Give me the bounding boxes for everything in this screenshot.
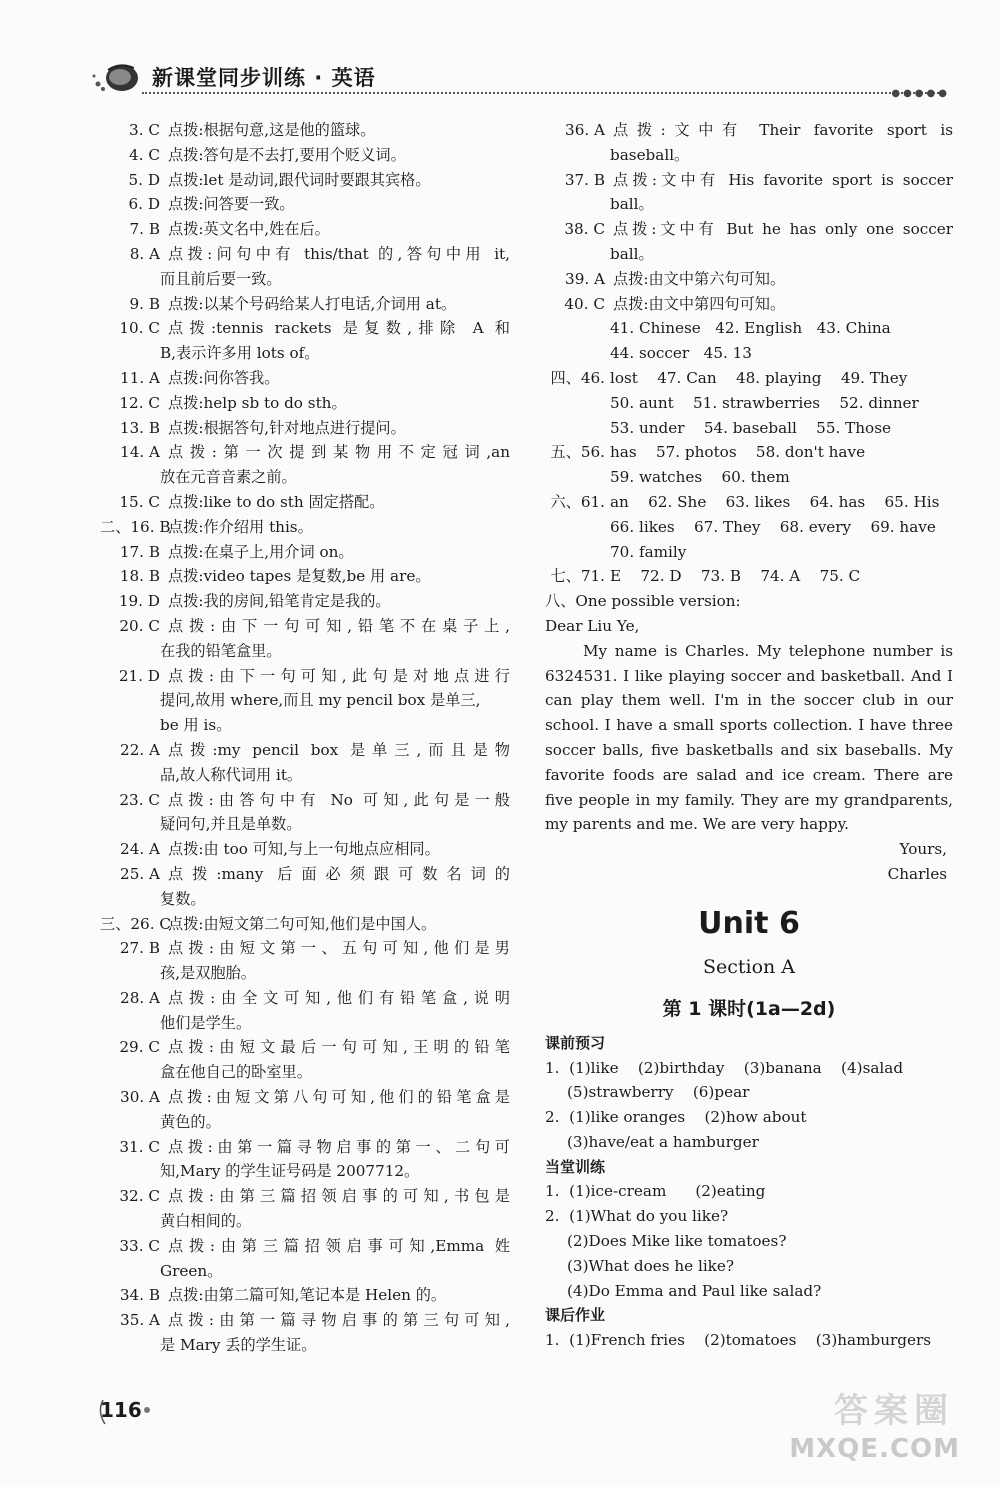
- unit-answer-row: 1. (1)ice-cream (2)eating: [545, 1182, 766, 1201]
- answer-item: [100, 837, 510, 862]
- answer-explanation: 点拨:由短文第八句可知,他们的铅笔盒是: [168, 1088, 510, 1107]
- unit-answer-row: 1. (1)like (2)birthday (3)banana (4)salad: [545, 1058, 904, 1077]
- answer-number: 38. C: [564, 220, 605, 239]
- answer-continuation: 而且前后要一致。: [160, 269, 282, 288]
- answer-number: 15. C: [119, 492, 160, 511]
- answer-continuation: ball。: [610, 244, 654, 263]
- answer-number: 28. A: [120, 988, 160, 1007]
- answer-item: [100, 738, 510, 763]
- unit-answer-list: [545, 1031, 953, 1353]
- answer-explanation: 点拨:let 是动词,跟代词时要跟其宾格。: [168, 170, 431, 189]
- answer-number: 36. A: [565, 121, 605, 139]
- unit-answer-row: 2. (1)What do you like?: [545, 1207, 729, 1226]
- page-number: 116: [100, 1398, 142, 1422]
- answer-item: [100, 1135, 510, 1160]
- answer-item: [545, 118, 953, 143]
- subsection-heading: 课前预习: [545, 1033, 606, 1052]
- watermark-url: MXQE.COM: [789, 1434, 960, 1464]
- answer-continuation: 疑问句,并且是单数。: [160, 815, 302, 834]
- answer-explanation: 点拨:我的房间,铅笔肯定是我的。: [168, 592, 391, 611]
- answer-continuation: 黄色的。: [160, 1112, 221, 1131]
- essay-closing: Yours,: [899, 840, 947, 859]
- answer-values: 66. likes 67. They 68. every 69. have: [610, 517, 936, 536]
- answer-item: [100, 292, 510, 317]
- answer-explanation: 点拨:由第三篇招领启事可知,Emma 姓: [168, 1236, 510, 1255]
- answer-continuation: 复数。: [160, 889, 206, 908]
- answer-number: 23. C: [119, 790, 160, 809]
- answer-number: 24. A: [120, 840, 160, 859]
- answer-values: an 62. She 63. likes 64. has 65. His: [610, 492, 940, 511]
- answer-explanation: 点拨:文中有 His favorite sport is soccer: [613, 170, 953, 189]
- answer-continuation: 黄白相间的。: [160, 1212, 252, 1231]
- answer-continuation: 他们是学生。: [160, 1013, 252, 1032]
- answer-values: 50. aunt 51. strawberries 52. dinner: [610, 393, 919, 412]
- answer-explanation: 点拨:由答句中有 No 可知,此句是一般: [168, 790, 510, 809]
- answer-number: 13. B: [119, 418, 160, 437]
- essay-signature: Charles: [887, 864, 947, 883]
- answer-item: [100, 366, 510, 391]
- answer-values: E 72. D 73. B 74. A 75. C: [610, 567, 861, 586]
- section-title: Section A: [702, 955, 796, 978]
- answer-number: 10. C: [119, 319, 160, 338]
- answer-item: [100, 143, 510, 168]
- unit-title: Unit 6: [698, 905, 800, 941]
- page-header: [90, 58, 950, 98]
- answer-number: 七、71.: [550, 567, 605, 586]
- answer-explanation: 点拨:以某个号码给某人打电话,介词用 at。: [168, 294, 457, 313]
- subsection-heading: 当堂训练: [545, 1157, 606, 1176]
- answer-values: 59. watches 60. them: [610, 468, 790, 487]
- answer-item: [100, 316, 510, 341]
- answer-row: [545, 490, 953, 515]
- answer-item: [100, 1184, 510, 1209]
- answer-item: [100, 862, 510, 887]
- answer-number: 二、16. B: [100, 517, 171, 536]
- answer-number: 33. C: [119, 1236, 160, 1255]
- answer-continuation: ball。: [610, 195, 654, 214]
- answer-explanation: 点拨:由短文第二句可知,他们是中国人。: [168, 914, 437, 933]
- answer-continuation: 盒在他自己的卧室里。: [160, 1063, 312, 1082]
- answer-continuation: be 用 is。: [160, 716, 232, 735]
- answer-number: 37. B: [564, 170, 605, 189]
- answer-explanation: 点拨:由全文可知,他们有铅笔盒,说明: [168, 988, 510, 1007]
- answer-explanation: 点拨:根据答句,针对地点进行提问。: [168, 418, 406, 437]
- answer-item: [100, 217, 510, 242]
- subsection-heading: 课后作业: [545, 1306, 606, 1325]
- answer-number: 17. B: [119, 542, 160, 561]
- answer-explanation: 点拨:根据句意,这是他的篮球。: [168, 121, 376, 139]
- answer-continuation: 提问,故用 where,而且 my pencil box 是单三,: [160, 691, 481, 710]
- answer-explanation: 点拨:由第一篇寻物启事的第一、二句可: [168, 1137, 510, 1156]
- answer-number: 7. B: [129, 220, 160, 239]
- header-dots: ●●●●●: [891, 88, 950, 99]
- answer-row: [545, 540, 953, 565]
- answer-number: 27. B: [119, 939, 160, 958]
- answer-continuation: 放在元音音素之前。: [160, 468, 297, 487]
- answer-explanation: 点拨:help sb to do sth。: [168, 393, 347, 412]
- answer-number: 三、26. C: [100, 914, 171, 933]
- answer-row: [545, 341, 953, 366]
- answer-explanation: 点拨:文中有 But he has only one soccer: [613, 220, 953, 239]
- answer-explanation: 点拨:my pencil box 是单三,而且是物: [168, 740, 510, 759]
- unit-answer-row: (3)What does he like?: [567, 1256, 735, 1275]
- answer-explanation: 点拨:like to do sth 固定搭配。: [168, 492, 385, 511]
- answer-number: 30. A: [120, 1088, 160, 1107]
- answer-item: [100, 1234, 510, 1259]
- essay-greeting: Dear Liu Ye,: [545, 616, 640, 635]
- answer-item: [100, 936, 510, 961]
- answer-item: [100, 788, 510, 813]
- answer-item: [100, 664, 510, 689]
- unit-answer-row: (5)strawberry (6)pear: [567, 1083, 750, 1102]
- header-title: 新课堂同步训练 · 英语: [152, 66, 376, 90]
- answer-number: 40. C: [564, 294, 605, 313]
- answer-item: [100, 912, 510, 937]
- answer-explanation: 点拨:由下一句可知,铅笔不在桌子上,: [168, 616, 510, 635]
- answer-explanation: 点拨:问你答我。: [168, 368, 280, 387]
- answer-explanation: 点拨:tennis rackets 是复数,排除 A 和: [168, 319, 510, 338]
- answer-continuation: 知,Mary 的学生证号码是 2007712。: [160, 1162, 420, 1181]
- answer-item: [100, 242, 510, 267]
- answer-explanation: 点拨:由短文最后一句可知,王明的铅笔: [168, 1038, 510, 1057]
- answer-number: 34. B: [119, 1286, 160, 1305]
- answer-number: 39. A: [565, 269, 605, 288]
- answer-number: 21. D: [118, 666, 160, 685]
- essay-body: My name is Charles. My telephone number is 6324531. I like playing soccer and basketball. And I can play them well. I'm in the soccer club in our school. I have a small sports collection. I have three soccer balls, five basketballs and six baseballs. My favorite foods are salad and ice cream. There are five people in my family. They are my grandparents, my parents and me. We are very happy.: [545, 641, 953, 834]
- answer-values: 41. Chinese 42. English 43. China: [610, 319, 891, 338]
- answer-number: 32. C: [119, 1187, 160, 1206]
- answer-item: [100, 1085, 510, 1110]
- answer-row: [545, 564, 953, 589]
- answer-number: 12. C: [119, 393, 160, 412]
- answer-item: [100, 1283, 510, 1308]
- answer-explanation: 点拨:由下一句可知,此句是对地点进行: [168, 666, 510, 685]
- answer-number: 8. A: [129, 244, 160, 263]
- answer-item: [545, 292, 953, 317]
- answer-item: [100, 1308, 510, 1333]
- answer-continuation: B,表示许多用 lots of。: [160, 344, 320, 363]
- answer-item: [100, 391, 510, 416]
- answer-item: [100, 986, 510, 1011]
- header-divider: [142, 92, 942, 94]
- answer-row: [545, 465, 953, 490]
- answer-values: 44. soccer 45. 13: [610, 344, 752, 363]
- answer-number: 25. A: [120, 864, 160, 883]
- answer-number: 五、56.: [550, 443, 605, 462]
- answer-item: [100, 192, 510, 217]
- answer-item: [545, 267, 953, 292]
- unit-answer-row: (2)Does Mike like tomatoes?: [567, 1232, 787, 1251]
- answer-explanation: 点拨:由第二篇可知,笔记本是 Helen 的。: [168, 1286, 447, 1305]
- answer-item: [100, 168, 510, 193]
- answer-continuation: 是 Mary 丢的学生证。: [160, 1336, 317, 1355]
- answer-values: has 57. photos 58. don't have: [610, 443, 866, 462]
- answer-continuation: 在我的铅笔盒里。: [160, 641, 282, 660]
- answer-explanation: 点拨:many 后面必须跟可数名词的: [168, 864, 510, 883]
- answer-explanation: 点拨:由 too 可知,与上一句地点应相同。: [168, 840, 440, 859]
- answer-item: [100, 515, 510, 540]
- answer-item: [100, 1035, 510, 1060]
- answer-explanation: 点拨:作介绍用 this。: [168, 517, 313, 536]
- answer-number: 9. B: [129, 294, 160, 313]
- answer-explanation: 点拨:英文名中,姓在后。: [168, 220, 330, 239]
- answer-values: 53. under 54. baseball 55. Those: [610, 418, 891, 437]
- answer-explanation: 点拨:由文中第六句可知。: [613, 269, 786, 288]
- answer-number: 六、61.: [550, 492, 605, 511]
- answer-row: [545, 440, 953, 465]
- answer-continuation: baseball。: [610, 145, 690, 164]
- answer-number: 18. B: [119, 567, 160, 586]
- answer-row: [545, 391, 953, 416]
- unit-answer-row: 2. (1)like oranges (2)how about: [545, 1108, 807, 1127]
- answer-number: 11. A: [120, 368, 160, 387]
- answer-explanation: 点拨:第一次提到某物用不定冠词,an: [168, 443, 510, 462]
- answer-number: 四、46.: [550, 368, 605, 387]
- answer-number: 20. C: [119, 616, 160, 635]
- watermark-logo: 答案圈: [834, 1391, 954, 1431]
- right-column: [545, 118, 953, 1353]
- answer-number: 31. C: [119, 1137, 160, 1156]
- answer-number: 14. A: [120, 443, 160, 462]
- answer-number: 4. C: [129, 145, 160, 164]
- answer-item: [100, 118, 510, 143]
- answer-number: 35. A: [120, 1311, 160, 1330]
- answer-explanation: 点拨:问答要一致。: [168, 195, 295, 214]
- answer-explanation: 点拨:由短文第一、五句可知,他们是男: [168, 939, 510, 958]
- answer-row: [545, 316, 953, 341]
- answer-explanation: 点拨:由第一篇寻物启事的第三句可知,: [168, 1311, 510, 1330]
- answer-row: [545, 416, 953, 441]
- answer-item: [545, 217, 953, 242]
- answer-number: 22. A: [120, 740, 160, 759]
- answer-continuation: 孩,是双胞胎。: [160, 964, 256, 983]
- answer-row: [545, 366, 953, 391]
- answer-item: [100, 614, 510, 639]
- answer-number: 3. C: [129, 121, 160, 139]
- answer-item: [100, 416, 510, 441]
- unit-answer-row: (4)Do Emma and Paul like salad?: [567, 1281, 822, 1300]
- answer-item: [545, 168, 953, 193]
- answer-item: [100, 440, 510, 465]
- answer-continuation: 品,故人称代词用 it。: [160, 765, 303, 784]
- left-column: [100, 118, 510, 1358]
- answer-explanation: 点拨:问句中有 this/that 的,答句中用 it,: [168, 244, 510, 263]
- answer-item: [100, 540, 510, 565]
- answer-item: [100, 490, 510, 515]
- unit-answer-row: (3)have/eat a hamburger: [567, 1132, 759, 1151]
- right-answer-list: [545, 118, 953, 589]
- lesson-title: 第 1 课时(1a—2d): [662, 997, 836, 1020]
- answer-number: 5. D: [128, 170, 160, 189]
- book-logo-icon: [90, 58, 142, 94]
- answer-explanation: 点拨:在桌子上,用介词 on。: [168, 542, 354, 561]
- answer-item: [100, 564, 510, 589]
- answer-continuation: Green。: [160, 1261, 223, 1280]
- answer-values: 70. family: [610, 542, 687, 561]
- answer-number: 29. C: [119, 1038, 160, 1057]
- watermark: [752, 1391, 982, 1476]
- answer-explanation: 点拨:video tapes 是复数,be 用 are。: [168, 567, 431, 586]
- essay-label: 八、One possible version:: [545, 592, 741, 611]
- answer-values: lost 47. Can 48. playing 49. They: [610, 368, 908, 387]
- answer-number: 6. D: [128, 195, 160, 214]
- answer-row: [545, 515, 953, 540]
- answer-explanation: 点拨:答句是不去打,要用个贬义词。: [168, 145, 406, 164]
- answer-item: [100, 589, 510, 614]
- answer-explanation: 点拨:文中有 Their favorite sport is: [613, 121, 953, 139]
- answer-number: 19. D: [118, 592, 160, 611]
- unit-answer-row: 1. (1)French fries (2)tomatoes (3)hamburgers: [545, 1331, 932, 1350]
- answer-explanation: 点拨:由第三篇招领启事的可知,书包是: [168, 1187, 510, 1206]
- answer-explanation: 点拨:由文中第四句可知。: [613, 294, 786, 313]
